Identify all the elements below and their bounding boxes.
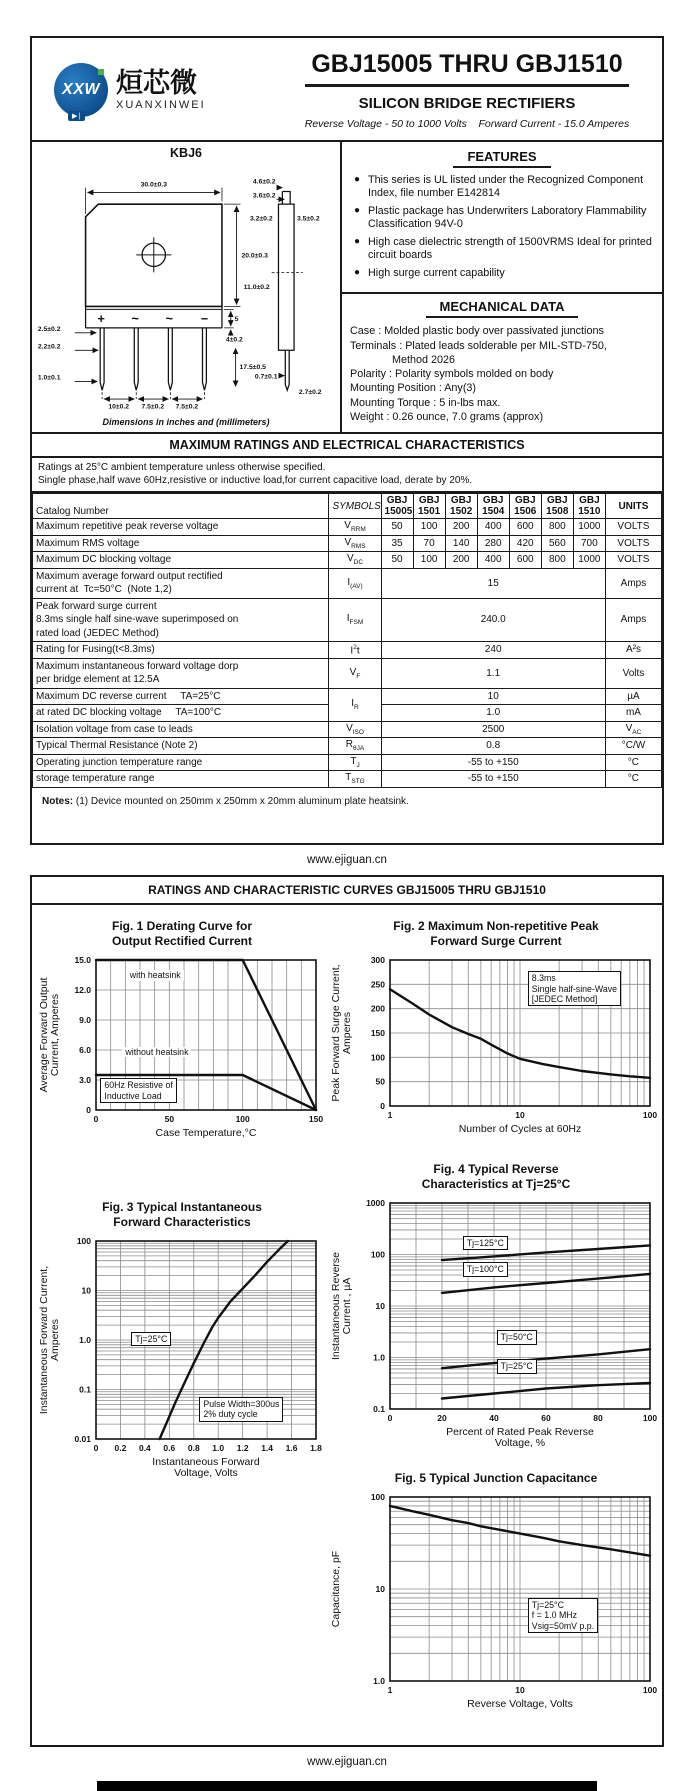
svg-text:Peak Forward Surge Current,: Peak Forward Surge Current,	[330, 964, 342, 1102]
dimension-label: 10±0.2	[108, 403, 130, 411]
value-cell: 70	[413, 535, 445, 552]
table-row	[33, 721, 662, 738]
svg-text:Number of Cycles at 60Hz: Number of Cycles at 60Hz	[458, 1122, 582, 1135]
svg-text:0.8: 0.8	[187, 1442, 200, 1453]
svg-text:1: 1	[387, 1684, 393, 1695]
value-cell: 200	[445, 552, 477, 569]
unit-cell: mA	[605, 705, 661, 722]
table-row	[33, 598, 662, 642]
dimension-label: 4.6±0.2	[252, 178, 276, 186]
svg-text:0: 0	[93, 1113, 99, 1124]
symbol-cell: $I^2t$	[329, 642, 381, 659]
fig1-title: Fig. 1 Derating Curve for Output Rectified Current	[111, 918, 253, 948]
svg-text:Instantaneous Forward: Instantaneous Forward	[152, 1455, 260, 1468]
svg-text:0: 0	[93, 1442, 99, 1453]
mechanical-data-section	[342, 294, 662, 432]
feature-item: ● Plastic package has Underwriters Laboratory Flammability Classification 94V-0	[354, 204, 647, 231]
parameter-cell: Operating junction temperature range	[33, 754, 329, 771]
mechanical-line: Case : Molded plastic body over passivated junctions	[350, 325, 604, 338]
fig2-chart	[328, 919, 664, 1142]
mechanical-line: Polarity : Polarity symbols molded on body	[350, 368, 554, 381]
dimension-label: 3.6±0.2	[252, 192, 276, 200]
svg-text:1.0: 1.0	[373, 1675, 385, 1686]
brand-name-en: XUANXINWEI	[116, 98, 206, 111]
bullet-icon: ●	[354, 235, 361, 247]
chart-annotation: Tj=25°C	[497, 1359, 537, 1373]
bottom-bar	[97, 1781, 597, 1791]
svg-text:1.0: 1.0	[212, 1442, 225, 1453]
value-cell: 400	[477, 552, 509, 569]
table-row	[33, 754, 662, 771]
svg-text:100: 100	[642, 1684, 658, 1695]
dimension-label: 5	[234, 316, 239, 324]
value-cell: 800	[541, 519, 573, 536]
unit-cell: Amps	[605, 568, 661, 598]
polarity-symbol: −	[200, 312, 209, 327]
fig1-chart	[36, 919, 328, 1148]
svg-text:10: 10	[81, 1285, 91, 1296]
mechanical-heading: MECHANICAL DATA	[426, 299, 579, 318]
parameter-cell: Maximum DC reverse current TA=25°C	[33, 688, 329, 705]
col-header-part: GBJ 15005	[381, 494, 413, 519]
svg-text:100: 100	[76, 1235, 91, 1246]
svg-text:10: 10	[515, 1684, 525, 1695]
value-cell: 400	[477, 519, 509, 536]
symbol-cell: $V_F$	[329, 658, 381, 688]
fig3-chart	[36, 1200, 328, 1485]
svg-text:80: 80	[593, 1412, 603, 1423]
table-row	[33, 771, 662, 788]
fig2-title: Fig. 2 Maximum Non-repetitive Peak Forward Surge Current	[393, 918, 599, 948]
svg-text:40: 40	[489, 1412, 499, 1423]
chart-annotation: 60Hz Resistive of Inductive Load	[100, 1078, 176, 1103]
svg-text:Voltage, Volts: Voltage, Volts	[174, 1466, 238, 1479]
device-type: SILICON BRIDGE RECTIFIERS	[358, 95, 576, 112]
features-heading: FEATURES	[453, 149, 550, 168]
value-cell: 800	[541, 552, 573, 569]
svg-text:100: 100	[642, 1109, 658, 1120]
symbol-cell: $I_R$	[329, 688, 381, 721]
bullet-icon: ●	[354, 174, 361, 185]
chart-annotation: without heatsink	[122, 1047, 191, 1057]
table-row	[33, 642, 662, 659]
col-header-part: GBJ 1510	[573, 494, 605, 519]
symbol-cell: $V_{ISO}$	[329, 721, 381, 738]
right-column	[342, 142, 662, 432]
svg-text:9.0: 9.0	[79, 1014, 91, 1025]
value-cell: 140	[445, 535, 477, 552]
brand-name-cn: 烜芯微	[116, 68, 197, 99]
fig4-title: Fig. 4 Typical Reverse Characteristics at Tj=25°C	[421, 1161, 571, 1191]
condition-line: Ratings at 25°C ambient temperature unless otherwise specified.	[38, 462, 326, 474]
dimension-label: 3.5±0.2	[296, 215, 320, 223]
parameter-cell: storage temperature range	[33, 771, 329, 788]
svg-text:0: 0	[380, 1100, 385, 1111]
mechanical-line: Mounting Position : Any(3)	[350, 382, 477, 395]
feature-item: ● High surge current capability	[354, 266, 505, 279]
chart-annotation: with heatsink	[127, 970, 184, 980]
svg-text:Capacitance, pF: Capacitance, pF	[330, 1550, 342, 1627]
svg-text:250: 250	[370, 978, 385, 989]
svg-text:Current , µA: Current , µA	[341, 1277, 353, 1335]
svg-text:Current, Amperes: Current, Amperes	[49, 993, 61, 1076]
unit-cell: Volts	[605, 658, 661, 688]
value-cell: 1000	[573, 519, 605, 536]
table-row	[33, 568, 662, 598]
curves-banner: RATINGS AND CHARACTERISTIC CURVES GBJ15005 THRU GBJ1510	[32, 877, 662, 905]
parameter-cell: Peak forward surge current 8.3ms single half sine-wave superimposed on rated load (JEDEC Method)	[33, 598, 329, 642]
svg-text:Average Forward Output: Average Forward Output	[38, 977, 50, 1093]
mechanical-line: Method 2026	[350, 353, 456, 366]
package-caption: Dimensions in inches and (millimeters)	[102, 417, 270, 427]
mechanical-line: Terminals : Plated leads solderable per MIL-STD-750,	[350, 339, 607, 352]
svg-text:0.1: 0.1	[373, 1403, 385, 1414]
value-cell: 1000	[573, 552, 605, 569]
symbol-cell: $V_{DC}$	[329, 552, 381, 569]
chart-annotation: 8.3ms Single half-sine-Wave [JEDEC Method]	[528, 971, 621, 1006]
svg-text:0.6: 0.6	[163, 1442, 176, 1453]
value-cell: 600	[509, 519, 541, 536]
notes-text: (1) Device mounted on 250mm x 250mm x 20mm aluminum plate heatsink.	[75, 795, 409, 807]
polarity-symbol: ~	[165, 312, 174, 327]
svg-text:10: 10	[375, 1300, 385, 1311]
svg-text:1000: 1000	[366, 1197, 385, 1208]
dimension-label: 2.7±0.2	[298, 389, 322, 397]
charts-column-right	[328, 919, 664, 1727]
charts-area	[32, 905, 662, 1745]
parameter-cell: Rating for Fusing(t<8.3ms)	[33, 642, 329, 659]
ratings-table	[32, 493, 662, 788]
value-cell: 560	[541, 535, 573, 552]
svg-text:150: 150	[308, 1113, 324, 1124]
parameter-cell: Typical Thermal Resistance (Note 2)	[33, 738, 329, 755]
mechanical-line: Weight : 0.26 ounce, 7.0 grams (approx)	[350, 410, 544, 423]
title-block	[286, 50, 654, 130]
col-header-symbols: SYMBOLS	[329, 494, 381, 519]
svg-text:0.01: 0.01	[74, 1433, 91, 1444]
unit-cell: °C	[605, 754, 661, 771]
parameter-cell: Maximum instantaneous forward voltage dorp per bridge element at 12.5A	[33, 658, 329, 688]
table-header-row	[33, 494, 662, 519]
svg-text:6.0: 6.0	[79, 1044, 91, 1055]
brand-text	[116, 69, 206, 110]
dimension-label: 0.7±0.1	[254, 373, 278, 381]
features-section	[342, 142, 662, 294]
value-cell: 100	[413, 519, 445, 536]
unit-cell: °C/W	[605, 738, 661, 755]
parameter-cell: Isolation voltage from case to leads	[33, 721, 329, 738]
svg-text:10: 10	[515, 1109, 525, 1120]
svg-text:0: 0	[387, 1412, 393, 1423]
svg-text:1.0: 1.0	[373, 1352, 385, 1363]
bullet-icon: ●	[354, 266, 361, 278]
dimension-label: 1.0±0.1	[37, 374, 61, 382]
svg-text:100: 100	[235, 1113, 250, 1124]
dimension-label: 7.5±0.2	[175, 403, 199, 411]
value-cell: 100	[413, 552, 445, 569]
svg-text:3.0: 3.0	[79, 1074, 91, 1085]
parameter-cell: Maximum repetitive peak reverse voltage	[33, 519, 329, 536]
svg-text:50: 50	[164, 1113, 175, 1124]
symbol-cell: $T_{STG}$	[329, 771, 381, 788]
col-header-part: GBJ 1508	[541, 494, 573, 519]
dimension-label: 3.2±0.2	[249, 215, 273, 223]
svg-text:1: 1	[387, 1109, 393, 1120]
features-list	[352, 174, 652, 280]
website-url: www.ejiguan.cn	[307, 853, 387, 866]
svg-text:Percent of Rated Peak Reverse: Percent of Rated Peak Reverse	[446, 1425, 594, 1438]
col-header-part: GBJ 1504	[477, 494, 509, 519]
package-drawing	[32, 160, 334, 412]
diode-icon: ▶|	[68, 111, 85, 121]
symbol-cell: $V_{RRM}$	[329, 519, 381, 536]
table-row	[33, 535, 662, 552]
header	[32, 38, 662, 142]
unit-cell: Amps	[605, 598, 661, 642]
table-row	[33, 738, 662, 755]
parameter-cell: Maximum DC blocking voltage	[33, 552, 329, 569]
value-cell: 15	[381, 568, 605, 598]
unit-cell: VOLTS	[605, 535, 661, 552]
chart-annotation: Tj=100°C	[463, 1262, 508, 1276]
feature-item: ● This series is UL listed under the Recognized Component Index, file number E142814	[354, 174, 644, 200]
col-header-part: GBJ 1502	[445, 494, 477, 519]
table-row	[33, 658, 662, 688]
value-cell: 50	[381, 552, 413, 569]
dimension-label: 7.5±0.2	[141, 403, 165, 411]
chart-annotation: Pulse Width=300us 2% duty cycle	[199, 1397, 283, 1422]
svg-text:Amperes: Amperes	[49, 1318, 61, 1361]
svg-text:60: 60	[541, 1412, 551, 1423]
unit-cell: °C	[605, 771, 661, 788]
svg-text:1.2: 1.2	[236, 1442, 249, 1453]
unit-cell: VOLTS	[605, 552, 661, 569]
value-cell: 420	[509, 535, 541, 552]
value-cell: 240.0	[381, 598, 605, 642]
charts-column-left	[36, 919, 328, 1727]
polarity-symbols	[97, 312, 208, 326]
value-cell: -55 to +150	[381, 754, 605, 771]
svg-text:50: 50	[375, 1076, 385, 1087]
fig5-chart	[328, 1471, 664, 1721]
polarity-symbol: +	[97, 312, 105, 327]
unit-cell: $V_{AC}$	[605, 721, 661, 738]
svg-text:0.4: 0.4	[138, 1442, 151, 1453]
feature-item: ● High case dielectric strength of 1500VRMS Ideal for printed circuit boards	[354, 235, 652, 262]
symbol-cell: $V_{RMS}$	[329, 535, 381, 552]
parameter-cell: Maximum average forward output rectified current at Tc=50°C (Note 1,2)	[33, 568, 329, 598]
package-outline-box	[32, 142, 342, 432]
svg-text:150: 150	[370, 1027, 385, 1038]
notes-label: Notes:	[42, 795, 74, 807]
svg-text:20: 20	[437, 1412, 447, 1423]
svg-text:0.1: 0.1	[79, 1384, 91, 1395]
col-header-part: GBJ 1506	[509, 494, 541, 519]
parameter-cell: Maximum RMS voltage	[33, 535, 329, 552]
col-header-part: GBJ 1501	[413, 494, 445, 519]
svg-text:Voltage, %: Voltage, %	[494, 1436, 546, 1449]
value-cell: 10	[381, 688, 605, 705]
dimension-label: 30.0±0.3	[140, 181, 167, 189]
dimension-label: 11.0±0.2	[243, 283, 270, 291]
mechanical-lines	[350, 324, 654, 424]
table-row	[33, 688, 662, 705]
chart-annotation: Tj=125°C	[463, 1236, 508, 1250]
svg-text:10: 10	[375, 1583, 385, 1594]
parameter-cell: at rated DC blocking voltage TA=100°C	[33, 705, 329, 722]
symbol-cell: $R_{\theta JA}$	[329, 738, 381, 755]
svg-text:Case Temperature,°C: Case Temperature,°C	[155, 1126, 257, 1139]
svg-text:Amperes: Amperes	[341, 1011, 353, 1054]
svg-text:1.4: 1.4	[261, 1442, 274, 1453]
svg-text:1.6: 1.6	[285, 1442, 298, 1453]
value-cell: 200	[445, 519, 477, 536]
dimension-label: 17.5±0.5	[239, 363, 266, 371]
symbol-cell: $I_{(AV)}$	[329, 568, 381, 598]
polarity-symbol: ~	[131, 312, 139, 327]
page-2	[30, 875, 664, 1747]
svg-text:100: 100	[370, 1249, 385, 1260]
dimension-label: 4±0.2	[225, 336, 243, 344]
chart-annotation: Tj=25°C f = 1.0 MHz Vsig=50mV p.p.	[528, 1598, 598, 1633]
svg-text:0: 0	[86, 1104, 91, 1115]
unit-cell: VOLTS	[605, 519, 661, 536]
dimension-label: 20.0±0.3	[241, 252, 268, 260]
mechanical-line: Mounting Torque : 5 in-lbs max.	[350, 396, 501, 409]
svg-text:100: 100	[370, 1051, 385, 1062]
website-url: www.ejiguan.cn	[307, 1755, 387, 1768]
symbol-cell: $I_{FSM}$	[329, 598, 381, 642]
ratings-banner: MAXIMUM RATINGS AND ELECTRICAL CHARACTERISTICS	[32, 434, 662, 458]
chart-annotation: Tj=25°C	[131, 1332, 171, 1346]
svg-text:200: 200	[370, 1003, 385, 1014]
value-cell: 280	[477, 535, 509, 552]
unit-cell: A²s	[605, 642, 661, 659]
condition-line: Single phase,half wave 60Hz,resistive or inductive load,for current capacitive load, derate by 20%.	[38, 475, 473, 487]
svg-text:300: 300	[370, 954, 385, 965]
value-cell: 240	[381, 642, 605, 659]
notes	[32, 788, 662, 843]
value-cell: 1.0	[381, 705, 605, 722]
fig5-title: Fig. 5 Typical Junction Capacitance	[394, 1470, 598, 1485]
value-cell: 700	[573, 535, 605, 552]
col-header-units: UNITS	[605, 494, 661, 519]
svg-text:Instantaneous Reverse: Instantaneous Reverse	[330, 1251, 342, 1360]
fig4-chart	[328, 1162, 664, 1455]
logo-initials: XXW	[62, 81, 100, 98]
svg-text:0.2: 0.2	[114, 1442, 127, 1453]
value-cell: 2500	[381, 721, 605, 738]
table-row	[33, 519, 662, 536]
bullet-icon: ●	[354, 204, 361, 216]
ratings-tagline: Reverse Voltage - 50 to 1000 Volts Forward Current - 15.0 Amperes	[304, 118, 630, 130]
dimension-label: 2.5±0.2	[37, 325, 61, 333]
chart-annotation: Tj=50°C	[497, 1330, 537, 1344]
svg-text:100: 100	[370, 1491, 385, 1502]
svg-text:1.8: 1.8	[310, 1442, 322, 1453]
part-number-range: GBJ15005 THRU GBJ1510	[305, 50, 628, 87]
svg-text:Reverse Voltage, Volts: Reverse Voltage, Volts	[467, 1697, 573, 1710]
value-cell: 1.1	[381, 658, 605, 688]
value-cell: 600	[509, 552, 541, 569]
svg-text:100: 100	[642, 1412, 658, 1423]
table-row	[33, 552, 662, 569]
value-cell: -55 to +150	[381, 771, 605, 788]
fig3-title: Fig. 3 Typical Instantaneous Forward Characteristics	[102, 1199, 262, 1229]
svg-text:Instantaneous Forward Current,: Instantaneous Forward Current,	[38, 1265, 50, 1414]
value-cell: 35	[381, 535, 413, 552]
dimension-label: 2.2±0.2	[37, 343, 61, 351]
value-cell: 50	[381, 519, 413, 536]
symbol-cell: $T_J$	[329, 754, 381, 771]
ratings-conditions	[32, 458, 662, 493]
unit-cell: µA	[605, 688, 661, 705]
package-name: KBJ6	[170, 146, 202, 160]
svg-text:12.0: 12.0	[74, 984, 91, 995]
col-header-catalog: Catalog Number	[33, 494, 329, 519]
logo-mark	[54, 63, 108, 120]
package-and-features-row	[32, 142, 662, 434]
company-logo	[40, 63, 286, 120]
svg-text:15.0: 15.0	[74, 954, 91, 965]
page-1	[30, 36, 664, 845]
svg-text:1.0: 1.0	[79, 1334, 91, 1345]
value-cell: 0.8	[381, 738, 605, 755]
